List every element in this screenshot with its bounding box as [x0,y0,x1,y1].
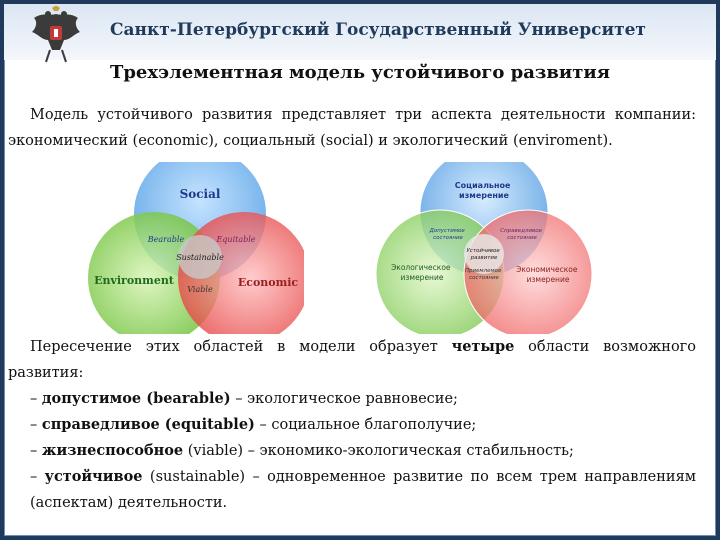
list-item-bearable: – допустимое (bearable) – экологическое равновесие; [30,390,458,407]
environment-label: Environment [94,274,174,287]
intro-paragraph [8,102,696,154]
equitable-label: Equitable [216,235,256,244]
svg-text:Устойчивое развитие [466,248,501,261]
sustainable-label-ru-1: Устойчивое [466,248,500,254]
economic-label-ru-1: Экономическое [516,265,578,274]
environment-label-ru-1: Экологическое [391,263,451,272]
intersection-paragraph: Пересечение этих областей в модели образует четыре области возможного развития: [8,338,696,381]
bearable-label-ru-2: состояние [433,235,463,241]
environment-label-ru-2: измерение [400,273,444,282]
intro-text: Модель устойчивого развития представляет три аспекта деятельности компании: экономический (economic), социальный (social) и экологический (enviroment). [8,107,696,149]
list-item-viable: – жизнеспособное (viable) – экономико-экологическая стабильность; [30,442,574,459]
social-label-ru-1: Социальное [454,181,511,190]
equitable-label-ru-2: состояние [507,235,537,241]
equitable-label-ru-1: Справедливое [500,228,543,234]
svg-text:Приемлемое состояние [465,268,503,281]
viable-label: Viable [187,285,213,294]
viable-label-ru-2: состояние [469,275,499,281]
body-text [8,334,696,516]
sustainable-label-ru-2: развитие [470,255,498,261]
svg-text:Допустимое состояние [429,228,467,241]
viable-label-ru-1: Приемлемое [464,268,502,274]
social-label: Social [179,187,221,201]
list-item-equitable: – справедливое (equitable) – социальное благополучие; [30,416,477,433]
economic-label: Economic [237,276,299,289]
bearable-label-ru-1: Допустимое [429,228,465,234]
social-label-ru-2: измерение [459,191,509,200]
double-headed-eagle-emblem [28,6,84,66]
slide-title: Трехэлементная модель устойчивого развития [109,62,611,83]
venn-diagram-english [84,162,304,334]
bearable-label: Bearable [147,235,185,244]
svg-text:Социальное измерение [455,181,513,200]
venn-diagram-russian [364,162,604,334]
university-name: Санкт-Петербургский Государственный Университет [110,20,646,40]
sustainable-label: Sustainable [176,253,224,262]
list-item-sustainable: – устойчивое (sustainable) – одновременное развитие по всем трем направлениям (аспектам) деятельности. [30,468,696,511]
economic-label-ru-2: измерение [526,275,570,284]
